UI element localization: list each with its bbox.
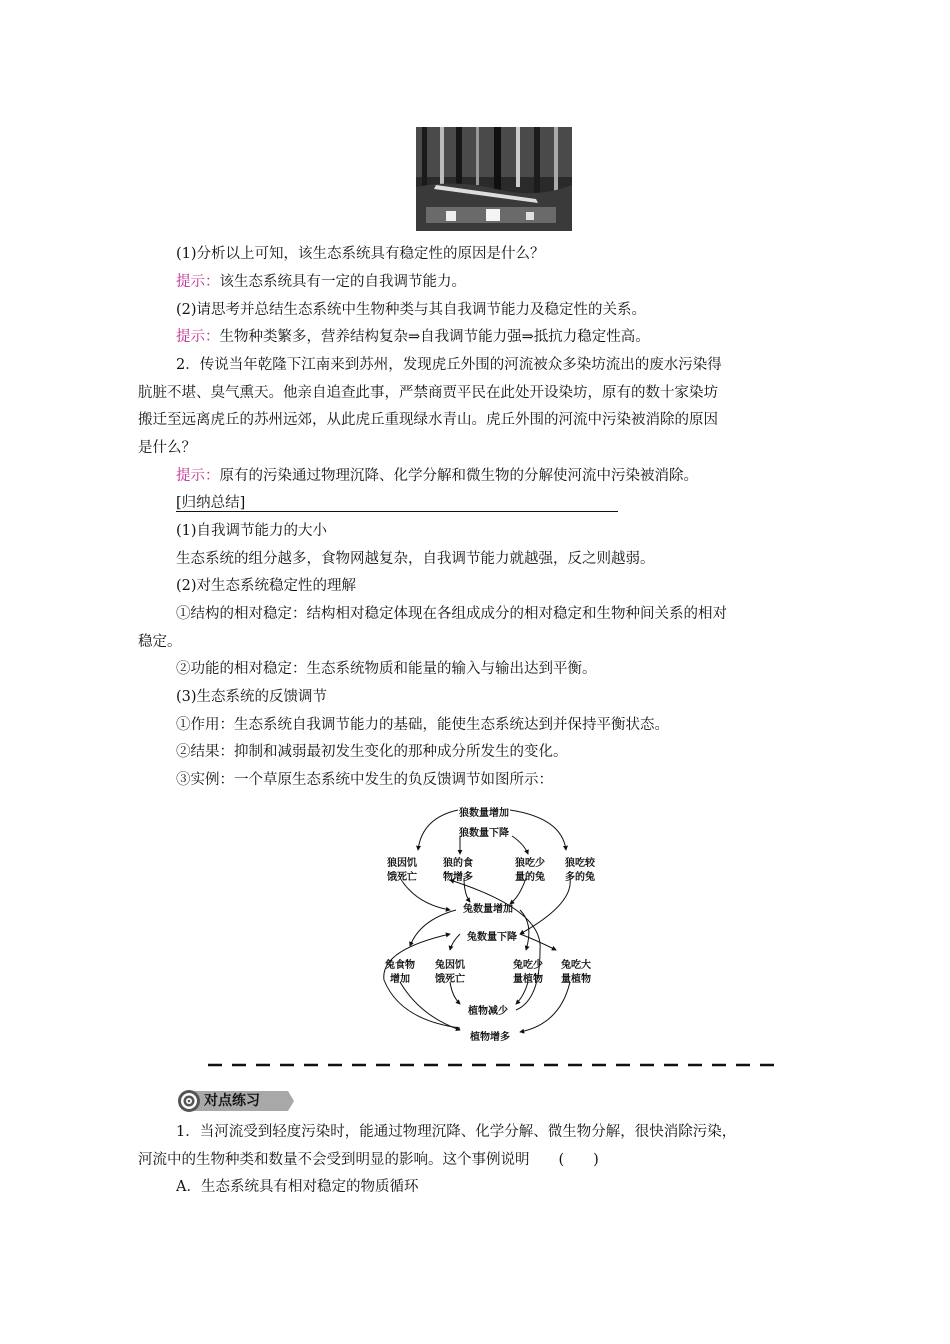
paragraph-2-line: 搬迁至远离虎丘的苏州远郊，从此虎丘重现绿水青山。虎丘外围的河流中污染被消除的原因 — [138, 412, 718, 428]
wolf-eat-less-label: 狼吃少 — [515, 858, 545, 869]
hint-label: 提示： — [176, 274, 220, 290]
question-1: (1)分析以上可知，该生态系统具有稳定性的原因是什么？ — [176, 246, 545, 262]
summary-2b: ②功能的相对稳定：生态系统物质和能量的输入与输出达到平衡。 — [176, 661, 597, 677]
practice-badge-label: 对点练习 — [204, 1093, 260, 1109]
paragraph-2-line: 肮脏不堪、臭气熏天。他亲自追查此事，严禁商贾平民在此处开设染坊，原有的数十家染坊 — [138, 385, 718, 401]
practice-badge — [176, 1088, 296, 1114]
hint-label: 提示： — [176, 329, 220, 345]
summary-title: [归纳总结] — [176, 495, 246, 511]
section-divider — [208, 1063, 774, 1067]
rabbit-starve-label: 饿死亡 — [435, 974, 465, 985]
wolf-eat-more-label: 多的兔 — [565, 872, 595, 883]
hint-label: 提示： — [176, 468, 220, 484]
forest-stream-photo — [416, 127, 572, 231]
plant-decrease-label: 植物减少 — [468, 1006, 508, 1017]
summary-3b: ②结果：抑制和减弱最初发生变化的那种成分所发生的变化。 — [176, 744, 568, 760]
rabbit-eat-less-label: 量植物 — [513, 974, 543, 985]
paragraph-2-line: 2．传说当年乾隆下江南来到苏州，发现虎丘外围的河流被众多染坊流出的废水污染得 — [176, 357, 722, 373]
rabbit-decrease-label: 兔数量下降 — [467, 932, 517, 943]
summary-1-text: 生态系统的组分越多，食物网越复杂，自我调节能力就越强，反之则越弱。 — [176, 551, 655, 567]
wolf-food-label: 狼的食 — [443, 858, 473, 869]
answer-3: 提示：原有的污染通过物理沉降、化学分解和微生物的分解使河流中污染被消除。 — [176, 468, 698, 484]
wolf-food-label: 物增多 — [443, 872, 473, 883]
wolf-decrease-label: 狼数量下降 — [459, 828, 509, 839]
rabbit-starve-label: 兔因饥 — [435, 960, 465, 971]
rabbit-increase-label: 兔数量增加 — [463, 904, 513, 915]
rabbit-eat-less-label: 兔吃少 — [513, 960, 543, 971]
rabbit-food-label: 增加 — [390, 974, 410, 985]
question-2: (2)请思考并总结生态系统中生物种类与其自我调节能力及稳定性的关系。 — [176, 302, 647, 318]
answer-1: 提示：该生态系统具有一定的自我调节能力。 — [176, 274, 466, 290]
wolf-increase-label: 狼数量增加 — [459, 808, 509, 819]
summary-3a: ①作用：生态系统自我调节能力的基础，能使生态系统达到并保持平衡状态。 — [176, 717, 669, 733]
wolf-eat-more-label: 狼吃较 — [565, 858, 595, 869]
summary-2-title: (2)对生态系统稳定性的理解 — [176, 578, 357, 594]
exercise-1-line: 河流中的生物种类和数量不会受到明显的影响。这个事例说明 ( ) — [138, 1152, 599, 1168]
summary-2a-line: 稳定。 — [138, 634, 182, 650]
paragraph-2-line: 是什么？ — [138, 440, 196, 456]
wolf-starve-label: 饿死亡 — [387, 872, 417, 883]
rabbit-food-label: 兔食物 — [385, 960, 415, 971]
answer-2: 提示：生物种类繁多，营养结构复杂⇒自我调节能力强⇒抵抗力稳定性高。 — [176, 329, 650, 345]
plant-increase-label: 植物增多 — [470, 1032, 510, 1043]
exercise-1-option-a: A．生态系统具有相对稳定的物质循环 — [176, 1179, 419, 1195]
rabbit-eat-more-label: 量植物 — [561, 974, 591, 985]
summary-2a-line: ①结构的相对稳定：结构相对稳定体现在各组成成分的相对稳定和生物种间关系的相对 — [176, 606, 727, 622]
exercise-1-line: 1．当河流受到轻度污染时，能通过物理沉降、化学分解、微生物分解，很快消除污染， — [176, 1124, 737, 1140]
wolf-starve-label: 狼因饥 — [387, 858, 417, 869]
summary-3c: ③实例：一个草原生态系统中发生的负反馈调节如图所示： — [176, 772, 553, 788]
wolf-eat-less-label: 量的兔 — [515, 872, 545, 883]
summary-1-title: (1)自我调节能力的大小 — [176, 523, 328, 539]
summary-3-title: (3)生态系统的反馈调节 — [176, 689, 328, 705]
rabbit-eat-more-label: 兔吃大 — [561, 960, 591, 971]
feedback-regulation-diagram — [360, 800, 610, 1052]
summary-underline — [176, 511, 618, 512]
